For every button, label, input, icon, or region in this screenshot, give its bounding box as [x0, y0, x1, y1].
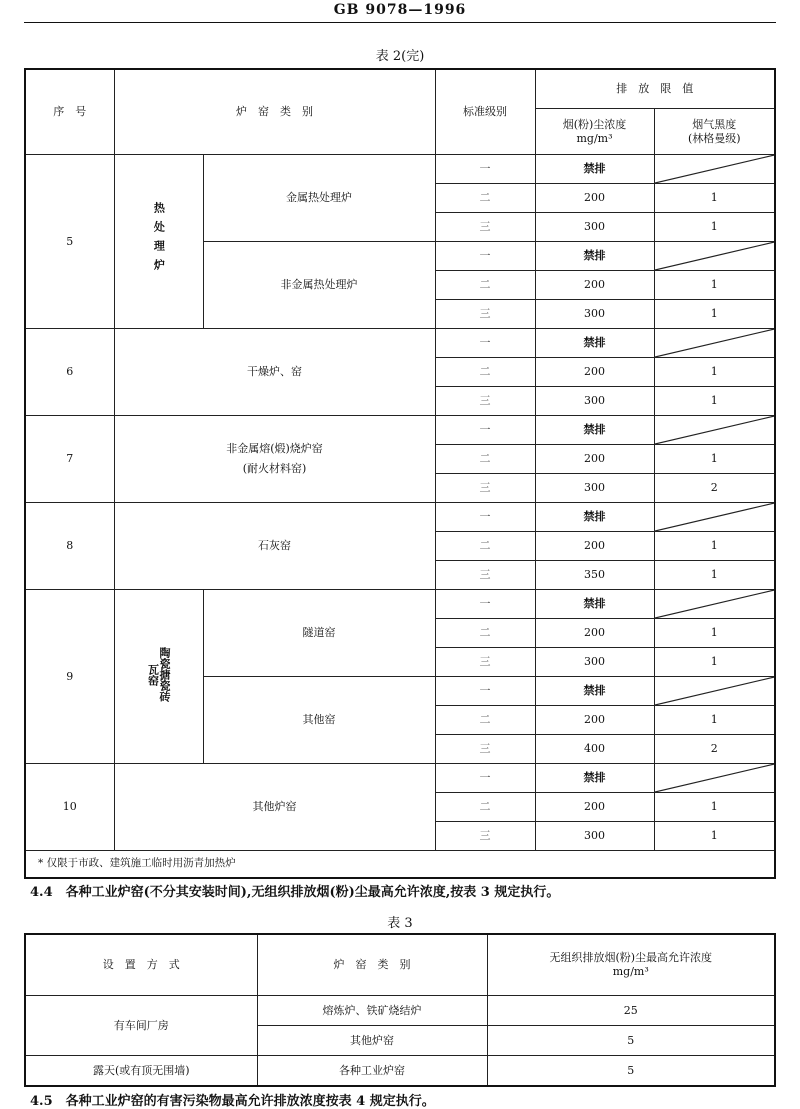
table3-caption: 表 3 [387, 916, 413, 931]
smoke-cell: 1 [654, 532, 775, 561]
seq-cell: 8 [25, 503, 114, 590]
diagonal-slash [655, 329, 775, 357]
dust-cell: 350 [535, 561, 654, 590]
header-level: 标准级别 [435, 69, 535, 155]
dust-cell: 200 [535, 445, 654, 474]
level-cell: 二 [435, 532, 535, 561]
smoke-diagonal-cell [654, 155, 775, 184]
t3-category-cell: 各种工业炉窑 [257, 1056, 487, 1087]
t3-header-conc-unit: mg/m³ [612, 965, 649, 978]
smoke-cell: 1 [654, 561, 775, 590]
level-cell: 一 [435, 764, 535, 793]
seq-cell: 9 [25, 590, 114, 764]
header-category: 炉 窑 类 别 [114, 69, 435, 155]
level-cell: 三 [435, 561, 535, 590]
group-label-cell [114, 590, 203, 764]
t3-mode-cell: 有车间厂房 [25, 996, 257, 1056]
level-cell: 二 [435, 271, 535, 300]
category-label: 隧道窑 [302, 626, 336, 640]
category-label: (耐火材料窑) [242, 462, 307, 475]
dust-cell: 300 [535, 648, 654, 677]
smoke-cell: 1 [654, 358, 775, 387]
paragraph-4-5: 4.5 各种工业炉窑的有害污染物最高允许排放浓度按表 4 规定执行。 [30, 1094, 435, 1109]
category-cell [114, 764, 435, 851]
smoke-cell: 1 [654, 648, 775, 677]
dust-cell: 300 [535, 387, 654, 416]
header-seq: 序 号 [25, 69, 114, 155]
header-dust-label: 烟(粉)尘浓度 [562, 117, 627, 131]
smoke-cell: 1 [654, 619, 775, 648]
table-row [25, 503, 775, 532]
dust-cell: 200 [535, 271, 654, 300]
dust-cell: 禁排 [535, 416, 654, 445]
t3-value-cell: 5 [487, 1056, 775, 1087]
level-cell: 一 [435, 503, 535, 532]
diagonal-slash [655, 242, 775, 270]
smoke-cell: 2 [654, 735, 775, 764]
smoke-diagonal-cell [654, 242, 775, 271]
seq-cell: 6 [25, 329, 114, 416]
dust-cell: 200 [535, 793, 654, 822]
category-label: 其他炉窑 [252, 800, 297, 814]
category-cell [114, 416, 435, 503]
level-cell: 二 [435, 793, 535, 822]
dust-cell: 300 [535, 213, 654, 242]
smoke-cell: 1 [654, 271, 775, 300]
t3-header-conc-label: 无组织排放烟(粉)尘最高允许浓度 [549, 951, 713, 965]
category-label: 石灰窑 [258, 539, 291, 553]
dust-cell: 200 [535, 184, 654, 213]
dust-cell: 300 [535, 822, 654, 851]
level-cell: 二 [435, 445, 535, 474]
seq-cell: 7 [25, 416, 114, 503]
t3-mode-cell: 露天(或有顶无围墙) [25, 1056, 257, 1087]
level-cell: 一 [435, 590, 535, 619]
smoke-cell: 1 [654, 822, 775, 851]
diagonal-slash [655, 677, 775, 705]
header-dust [535, 109, 654, 155]
category-cell [203, 590, 435, 677]
dust-cell: 禁排 [535, 155, 654, 184]
dust-cell: 300 [535, 474, 654, 503]
diagonal-slash [655, 416, 775, 444]
dust-cell: 200 [535, 358, 654, 387]
diagonal-slash [655, 590, 775, 618]
table-row [25, 764, 775, 793]
t3-value-cell: 25 [487, 996, 775, 1026]
level-cell: 一 [435, 416, 535, 445]
footnote-row [25, 851, 775, 879]
level-cell: 三 [435, 474, 535, 503]
smoke-diagonal-cell [654, 503, 775, 532]
smoke-cell: 2 [654, 474, 775, 503]
header-smoke [654, 109, 775, 155]
dust-cell: 禁排 [535, 590, 654, 619]
dust-cell: 300 [535, 300, 654, 329]
smoke-cell: 1 [654, 793, 775, 822]
level-cell: 三 [435, 300, 535, 329]
header-smoke-label: 烟气黑度 [692, 117, 737, 131]
level-cell: 二 [435, 184, 535, 213]
table2-caption: 表 2(完) [375, 49, 425, 64]
category-cell [203, 677, 435, 764]
level-cell: 一 [435, 677, 535, 706]
level-cell: 二 [435, 619, 535, 648]
header-rule [24, 22, 776, 23]
diagonal-slash [655, 503, 775, 531]
level-cell: 三 [435, 822, 535, 851]
table3 [24, 933, 776, 1087]
level-cell: 一 [435, 155, 535, 184]
category-cell [203, 155, 435, 242]
header-limits: 排 放 限 值 [535, 69, 775, 109]
table-row [25, 416, 775, 445]
smoke-diagonal-cell [654, 329, 775, 358]
table-row [25, 329, 775, 358]
smoke-cell: 1 [654, 706, 775, 735]
dust-cell: 禁排 [535, 329, 654, 358]
t3-category-cell: 熔炼炉、铁矿烧结炉 [257, 996, 487, 1026]
smoke-cell: 1 [654, 387, 775, 416]
level-cell: 一 [435, 329, 535, 358]
dust-cell: 400 [535, 735, 654, 764]
dust-cell: 禁排 [535, 242, 654, 271]
dust-cell: 禁排 [535, 764, 654, 793]
t3-header-mode: 设 置 方 式 [25, 934, 257, 996]
header-smoke-unit: (林格曼级) [687, 131, 741, 145]
group-label: 陶瓷搪瓷砖瓦窑 [146, 647, 172, 703]
category-label: 非金属热处理炉 [280, 278, 358, 292]
diagonal-slash [655, 155, 775, 183]
table-row [25, 155, 775, 184]
category-cell [203, 242, 435, 329]
category-label: 干燥炉、窑 [247, 365, 302, 379]
table-row [25, 590, 775, 619]
header-dust-unit: mg/m³ [576, 131, 613, 145]
category-cell [114, 503, 435, 590]
footnote: * 仅限于市政、建筑施工临时用沥青加热炉 [25, 851, 775, 879]
t3-header-conc [487, 934, 775, 996]
level-cell: 三 [435, 648, 535, 677]
level-cell: 二 [435, 358, 535, 387]
smoke-cell: 1 [654, 300, 775, 329]
dust-cell: 禁排 [535, 677, 654, 706]
smoke-diagonal-cell [654, 416, 775, 445]
category-label: 金属热处理炉 [286, 191, 352, 205]
t3-value-cell: 5 [487, 1026, 775, 1056]
t3-header-category: 炉 窑 类 别 [257, 934, 487, 996]
smoke-cell: 1 [654, 213, 775, 242]
group-label-cell [114, 155, 203, 329]
smoke-diagonal-cell [654, 590, 775, 619]
smoke-cell: 1 [654, 184, 775, 213]
group-label: 热处理炉 [152, 201, 166, 278]
level-cell: 一 [435, 242, 535, 271]
diagonal-slash [655, 764, 775, 792]
smoke-diagonal-cell [654, 677, 775, 706]
paragraph-4-4: 4.4 各种工业炉窑(不分其安装时间),无组织排放烟(粉)尘最高允许浓度,按表 3 规定执行。 [30, 885, 560, 900]
smoke-cell: 1 [654, 445, 775, 474]
dust-cell: 200 [535, 706, 654, 735]
table2 [24, 68, 776, 879]
level-cell: 三 [435, 387, 535, 416]
smoke-diagonal-cell [654, 764, 775, 793]
level-cell: 三 [435, 735, 535, 764]
dust-cell: 200 [535, 532, 654, 561]
seq-cell: 10 [25, 764, 114, 851]
standard-header: GB 9078—1996 [333, 2, 467, 18]
category-label: 非金属熔(煅)烧炉窑 [226, 442, 323, 456]
level-cell: 二 [435, 706, 535, 735]
level-cell: 三 [435, 213, 535, 242]
dust-cell: 禁排 [535, 503, 654, 532]
seq-cell: 5 [25, 155, 114, 329]
t3-category-cell: 其他炉窑 [257, 1026, 487, 1056]
dust-cell: 200 [535, 619, 654, 648]
category-cell [114, 329, 435, 416]
category-label: 其他窑 [302, 713, 336, 727]
